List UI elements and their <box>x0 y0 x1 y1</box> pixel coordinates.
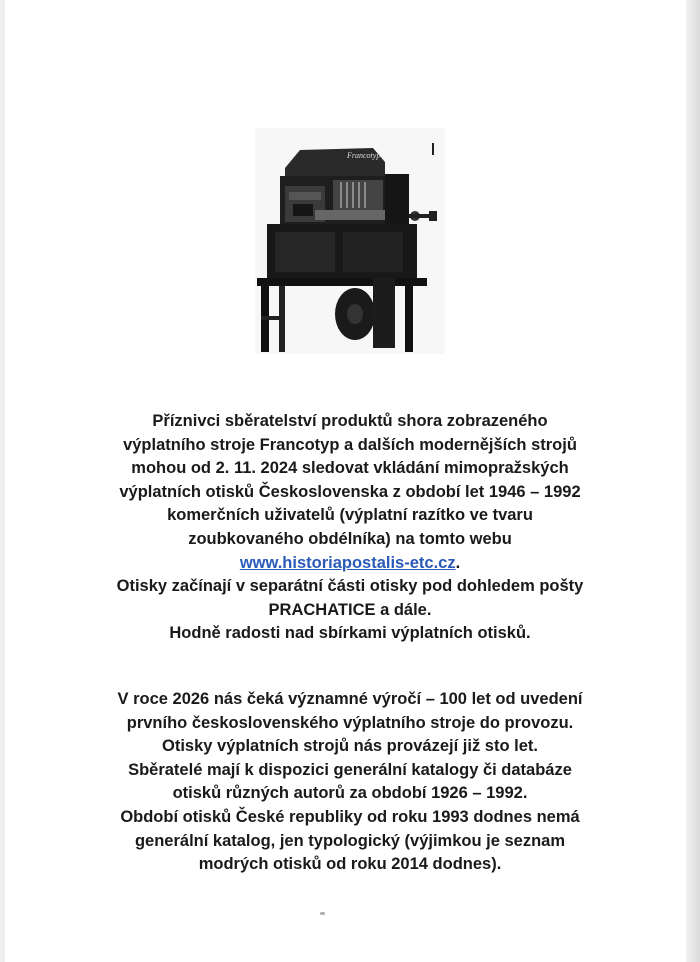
text-line: Otisky výplatních strojů nás provázejí již sto let. <box>162 737 538 756</box>
text-line: Otisky začínají v separátní části otisky pod dohledem pošty <box>116 577 584 596</box>
text-line: výplatních otisků Československa z období let 1946 – 1992 <box>119 482 581 501</box>
text-line: Sběratelé mají k dispozici generální katalogy či databáze <box>128 760 572 779</box>
text-line: generální katalog, jen typologický (výjimkou je seznam <box>134 831 566 850</box>
scan-speck <box>320 912 325 915</box>
machine-brand-label: Francotyp <box>347 151 381 160</box>
scan-mark <box>432 143 434 155</box>
text-line: Hodně radosti nad sbírkami výplatních otisků. <box>169 624 531 643</box>
scan-edge-right <box>686 0 700 962</box>
announcement-paragraph <box>60 410 640 646</box>
text-line: komerčních uživatelů (výplatní razítko ve tvaru <box>167 506 533 525</box>
text-line: mohou od 2. 11. 2024 sledovat vkládání mimopražských <box>131 459 569 478</box>
scan-edge-left <box>0 0 5 962</box>
text-line: V roce 2026 nás čeká významné výročí – 100 let od uvedení <box>117 690 583 708</box>
text-line: výplatního stroje Francotyp a dalších modernějších strojů <box>123 435 577 454</box>
text-line: prvního československého výplatního stroje do provozu. <box>126 713 574 732</box>
text-line: zoubkovaného obdélníka) na tomto webu <box>188 529 512 548</box>
text-line: otisků různých autorů za období 1926 – 1992. <box>172 784 528 803</box>
text-line: Příznivci sběratelství produktů shora zobrazeného <box>152 412 548 430</box>
franking-machine-illustration <box>255 128 445 354</box>
website-period: . <box>455 553 461 572</box>
text-line: modrých otisků od roku 2014 dodnes). <box>198 855 502 874</box>
francotyp-machine-photo <box>255 128 445 354</box>
website-link[interactable]: www.historiapostalis-etc.cz <box>239 553 456 572</box>
anniversary-paragraph <box>60 688 640 877</box>
text-line: PRACHATICE a dále. <box>268 600 432 619</box>
website-line <box>60 552 640 576</box>
text-line: Období otisků České republiky od roku 1993 dodnes nemá <box>120 807 580 826</box>
